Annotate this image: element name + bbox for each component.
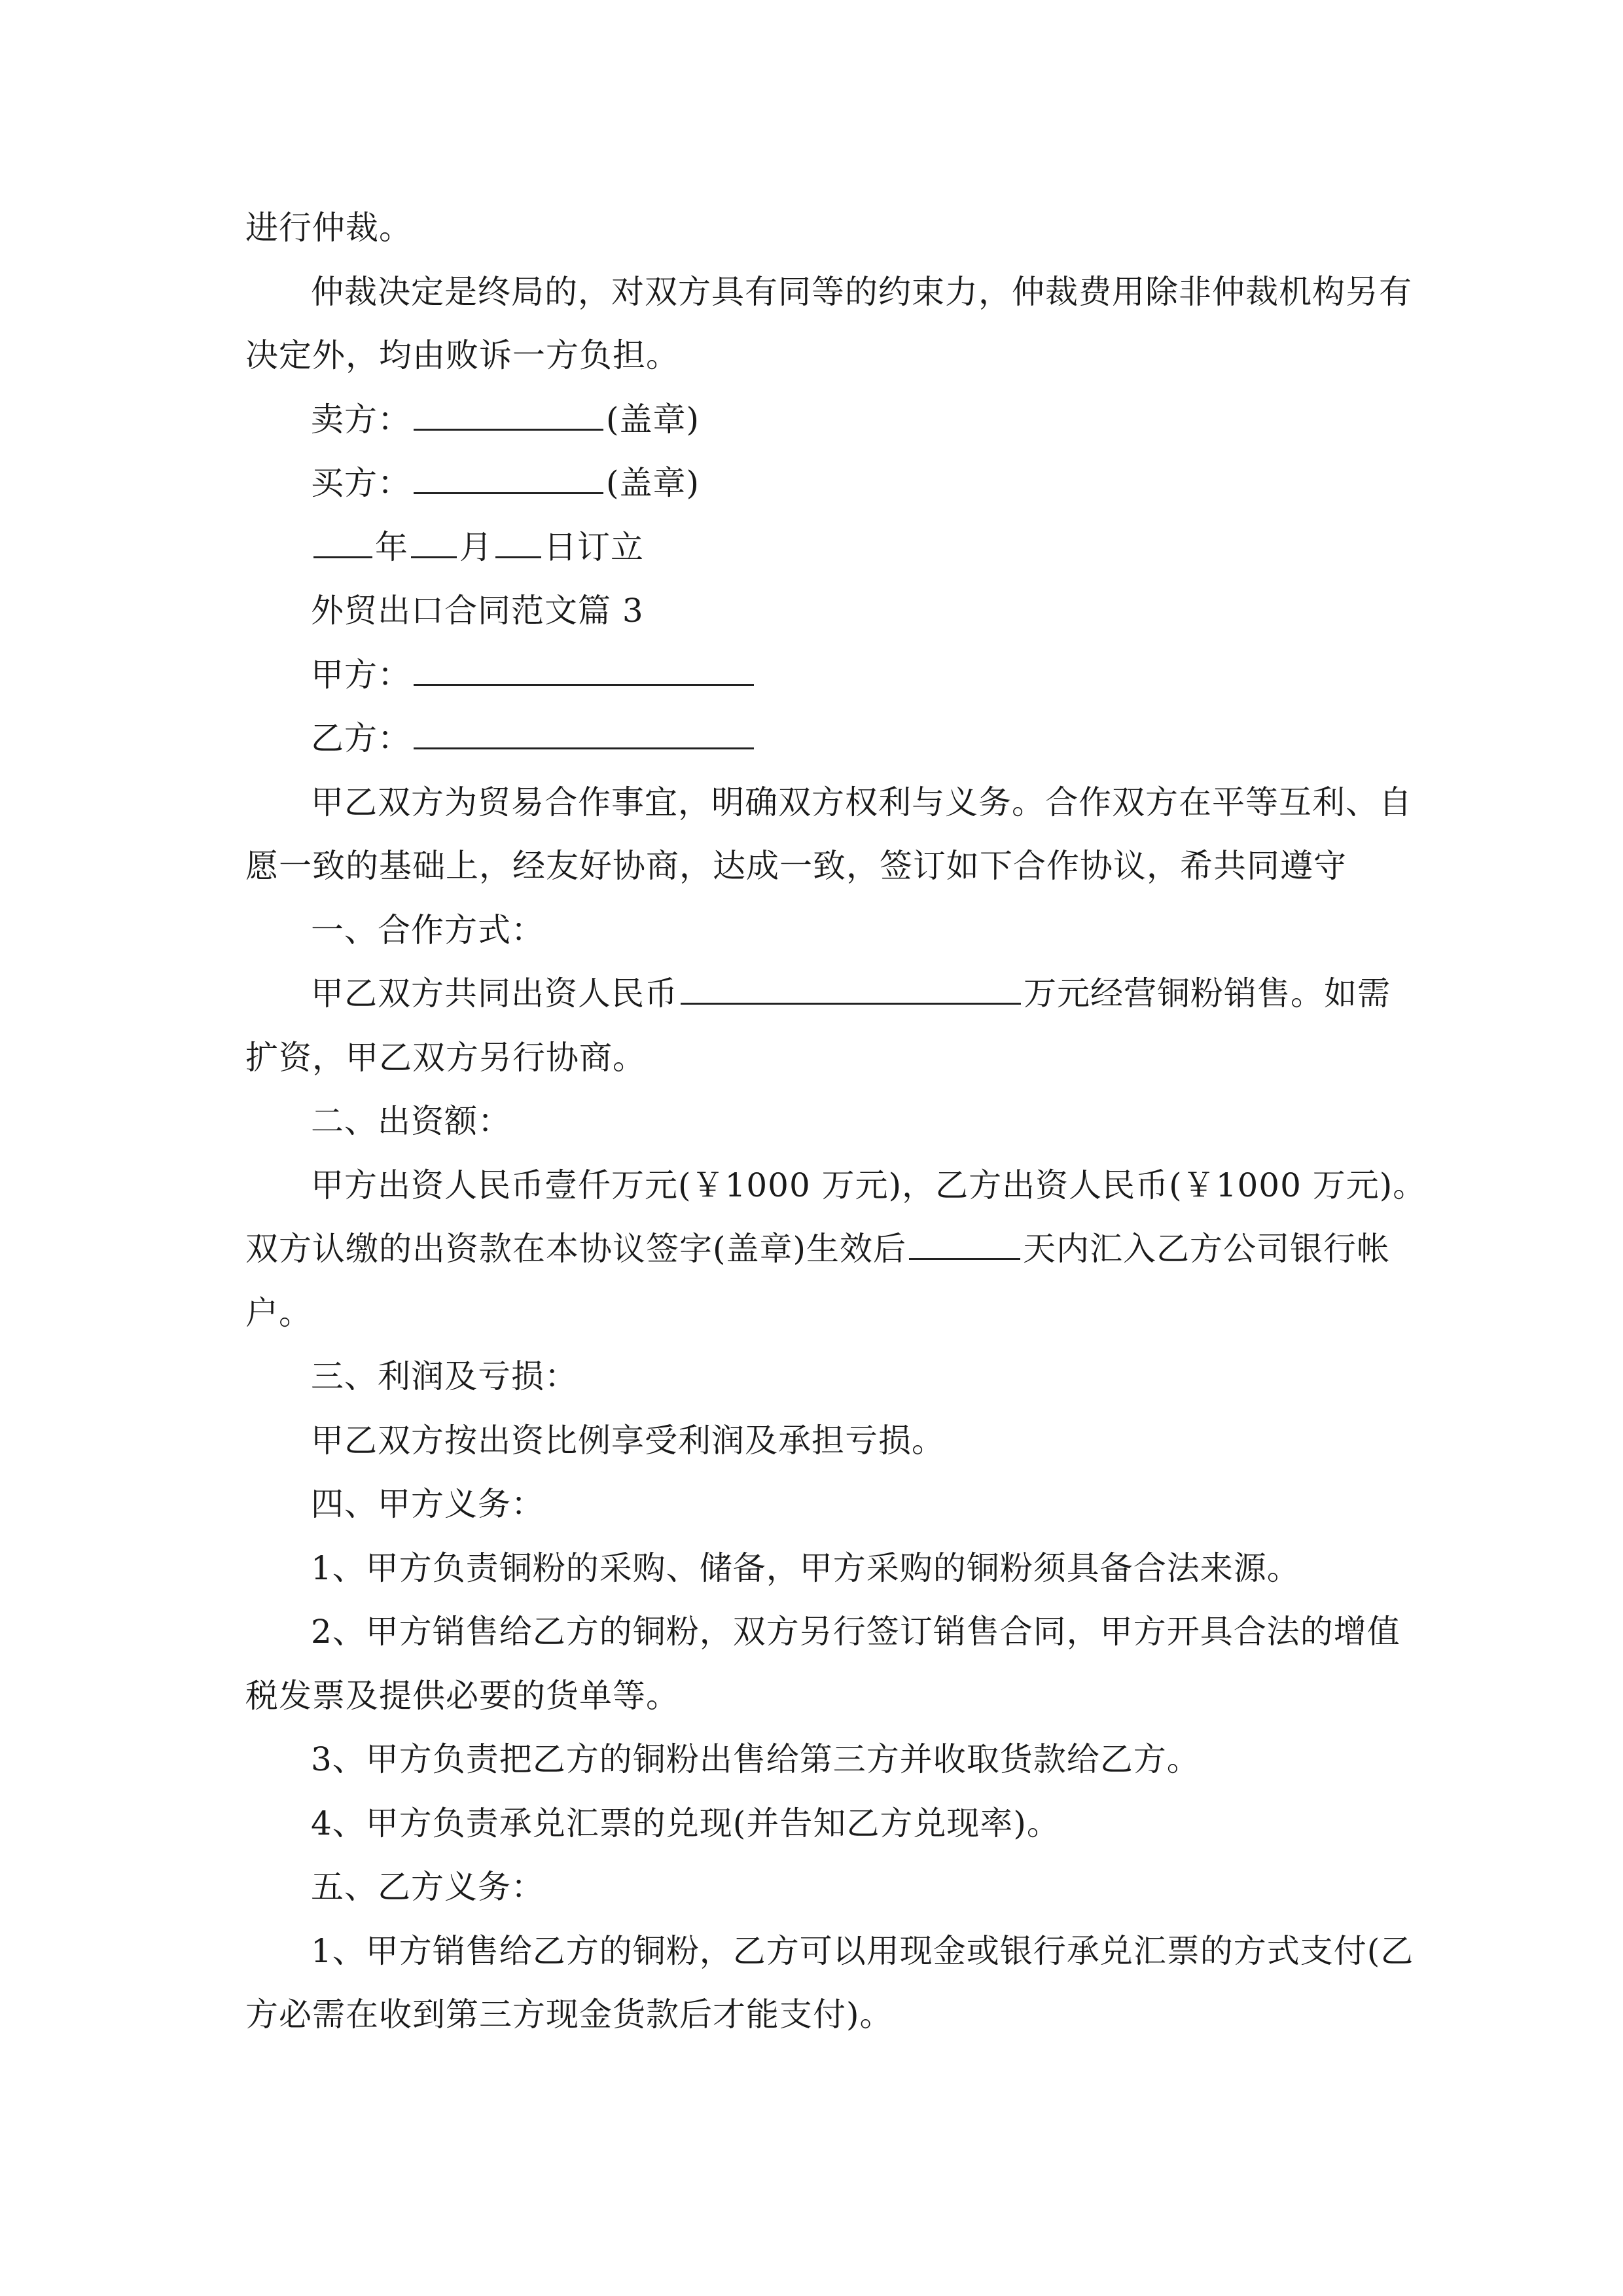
days-blank xyxy=(909,1227,1020,1260)
party-a-blank xyxy=(414,653,754,686)
party-b-blank xyxy=(414,716,754,749)
paragraph-line: 甲方出资人民币壹仟万元(￥1000 万元)，乙方出资人民币(￥1000 万元)。 xyxy=(311,1166,1427,1204)
buyer-blank xyxy=(414,461,603,494)
capital-days-line xyxy=(245,1217,1391,1282)
party-b-line xyxy=(245,707,1378,771)
paragraph-line: 甲乙双方按出资比例享受利润及承担亏损。 xyxy=(311,1421,945,1460)
paragraph-line: 进行仲裁。 xyxy=(245,209,412,247)
paragraph-line: 愿一致的基础上，经友好协商，达成一致，签订如下合作协议，希共同遵守 xyxy=(245,847,1347,885)
date-month: 月 xyxy=(459,528,493,566)
year-blank xyxy=(313,525,372,558)
party-b-label: 乙方： xyxy=(311,719,411,757)
paragraph-line: 仲裁决定是终局的，对双方具有同等的约束力，仲裁费用除非仲裁机构另有 xyxy=(311,272,1412,311)
party-a-line xyxy=(245,643,1378,708)
buyer-seal: (盖章) xyxy=(606,464,700,502)
seller-blank xyxy=(414,397,603,431)
heading-capital: 二、出资额： xyxy=(311,1102,511,1140)
heading-cooperation: 一、合作方式： xyxy=(311,910,544,949)
paragraph-line: 方必需在收到第三方现金货款后才能支付)。 xyxy=(245,1996,893,2034)
party-a-label: 甲方： xyxy=(311,655,411,694)
seller-label: 卖方： xyxy=(311,400,411,439)
seller-seal: (盖章) xyxy=(606,400,700,439)
heading-party-b-duties: 五、乙方义务： xyxy=(311,1868,544,1906)
paragraph-line: 户。 xyxy=(245,1293,312,1332)
paragraph-line: 税发票及提供必要的货单等。 xyxy=(245,1676,679,1715)
date-day: 日订立 xyxy=(544,528,644,566)
paragraph-line: 1、甲方销售给乙方的铜粉，乙方可以用现金或银行承兑汇票的方式支付(乙 xyxy=(311,1931,1414,1970)
capital-text-b: 天内汇入乙方公司银行帐 xyxy=(1023,1230,1391,1268)
investment-text-a: 甲乙双方共同出资人民币 xyxy=(311,975,678,1013)
date-line xyxy=(245,516,1378,580)
document-page xyxy=(245,196,1427,2047)
buyer-label: 买方： xyxy=(311,464,411,502)
paragraph-line: 1、甲方负责铜粉的采购、储备，甲方采购的铜粉须具备合法来源。 xyxy=(311,1549,1300,1587)
heading-profit: 三、利润及亏损： xyxy=(311,1357,578,1395)
paragraph-line: 决定外，均由败诉一方负担。 xyxy=(245,336,679,374)
heading-party-a-duties: 四、甲方义务： xyxy=(311,1485,544,1523)
day-blank xyxy=(495,525,541,558)
investment-line xyxy=(245,962,1391,1026)
date-year: 年 xyxy=(375,528,408,566)
paragraph-line: 扩资，甲乙双方另行协商。 xyxy=(245,1038,646,1077)
paragraph-line: 3、甲方负责把乙方的铜粉出售给第三方并收取货款给乙方。 xyxy=(311,1740,1200,1778)
buyer-signature-line xyxy=(245,452,1378,516)
month-blank xyxy=(411,525,457,558)
paragraph-line: 2、甲方销售给乙方的铜粉，双方另行签订销售合同，甲方开具合法的增值 xyxy=(311,1613,1400,1651)
capital-text-a: 双方认缴的出资款在本协议签字(盖章)生效后 xyxy=(245,1230,907,1268)
investment-text-b: 万元经营铜粉销售。如需 xyxy=(1024,975,1391,1013)
seller-signature-line xyxy=(245,388,1378,452)
paragraph-line: 4、甲方负责承兑汇票的兑现(并告知乙方兑现率)。 xyxy=(311,1804,1060,1842)
investment-blank xyxy=(681,971,1021,1005)
paragraph-line: 甲乙双方为贸易合作事宜，明确双方权利与义务。合作双方在平等互利、自 xyxy=(311,783,1412,821)
section-title: 外贸出口合同范文篇 3 xyxy=(311,592,644,630)
